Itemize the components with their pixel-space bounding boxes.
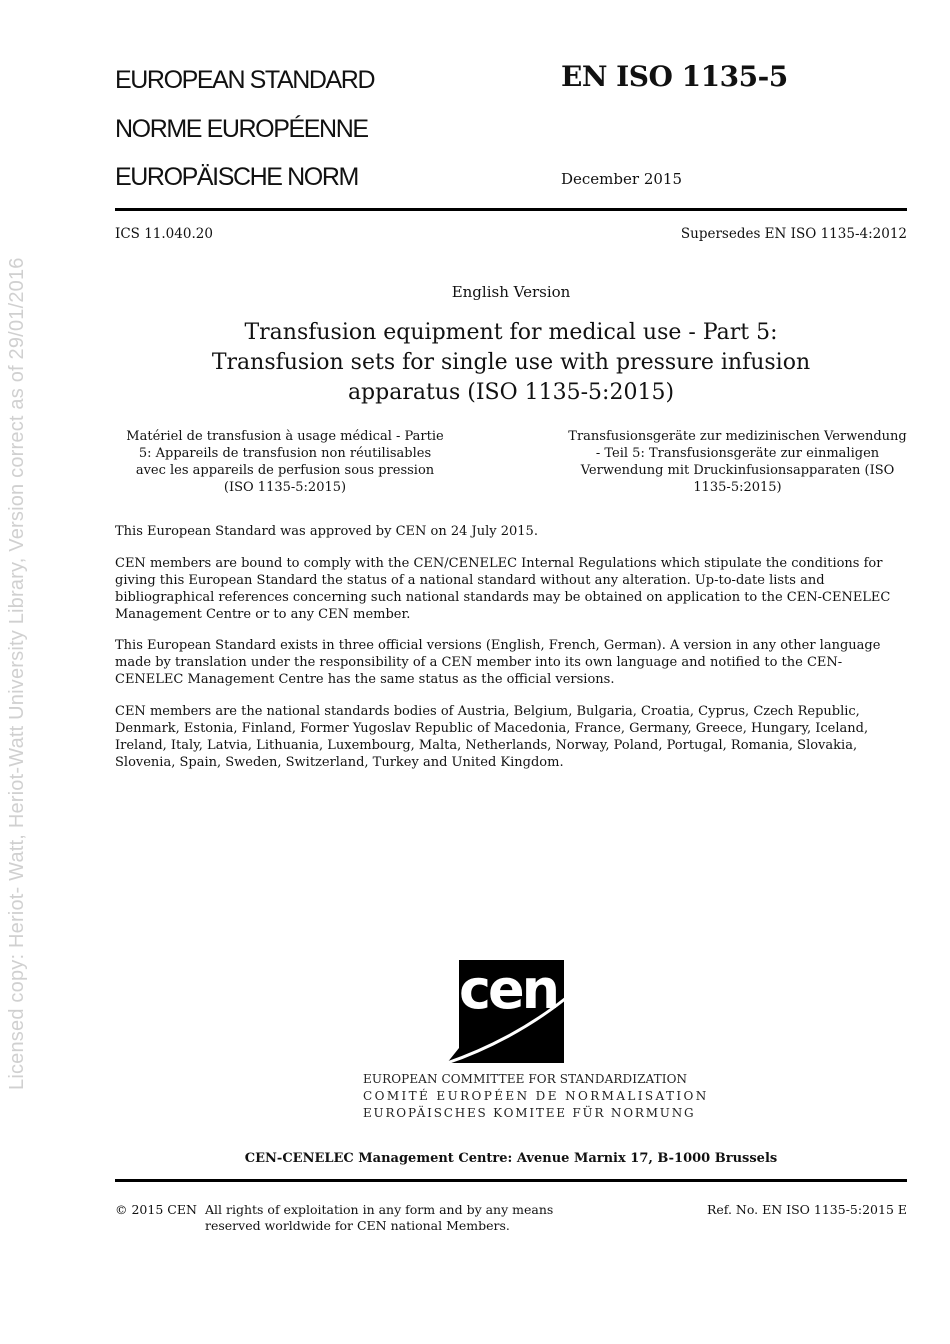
standard-name-german: EUROPÄISCHE NORM xyxy=(115,163,358,191)
license-watermark: Licensed copy: Heriot- Watt, Heriot-Watt University Library, Version correct as of 29/01/2016 xyxy=(6,257,28,1090)
committee-name-french: COMITÉ EUROPÉEN DE NORMALISATION xyxy=(363,1089,709,1103)
supersedes-note: Supersedes EN ISO 1135-4:2012 xyxy=(680,226,907,242)
german-title: Transfusionsgeräte zur medizinischen Verwendung - Teil 5: Transfusionsgeräte zur einmaligen Verwendung mit Druckinfusionsapparaten (ISO 1135-5:2015) xyxy=(568,429,907,495)
standard-name-english: EUROPEAN STANDARD xyxy=(115,66,375,94)
compliance-paragraph: CEN members are bound to comply with the CEN/CENELEC Internal Regulations which stipulate the conditions for giving this European Standard the status of a national standard without any alteration. Up-to-date lists and bibliographical references concerning such national standards may be obtained on application to the CEN-CENELEC Management Centre or to any CEN member. xyxy=(115,556,891,622)
ics-code: ICS 11.040.20 xyxy=(115,226,213,242)
footer-divider xyxy=(115,1179,907,1182)
standard-name-french: NORME EUROPÉENNE xyxy=(115,115,368,143)
members-paragraph: CEN members are the national standards bodies of Austria, Belgium, Bulgaria, Croatia, Cyprus, Czech Republic, Denmark, Estonia, Finland, Former Yugoslav Republic of Macedonia, France, Germany, Greece, Hungary, Iceland, Ireland, Italy, Latvia, Lithuania, Luxembourg, Malta, Netherlands, Norway, Poland, Portugal, Romania, Slovakia, Slovenia, Spain, Sweden, Switzerland, Turkey and United Kingdom. xyxy=(115,704,869,770)
cen-logo-text: cen xyxy=(459,958,558,1021)
copyright-notice: © 2015 CEN xyxy=(115,1202,197,1217)
standard-number: EN ISO 1135-5 xyxy=(561,60,788,93)
document-title xyxy=(205,318,817,408)
publication-date: December 2015 xyxy=(561,170,682,188)
approval-paragraph: This European Standard was approved by CEN on 24 July 2015. xyxy=(115,524,538,539)
versions-paragraph: This European Standard exists in three official versions (English, French, German). A version in any other language made by translation under the responsibility of a CEN member into its own language and notified to the CEN-CENELEC Management Centre has the same status as the official versions. xyxy=(115,638,881,687)
committee-name-german: EUROPÄISCHES KOMITEE FÜR NORMUNG xyxy=(363,1106,696,1120)
rights-statement: All rights of exploitation in any form and by any means reserved worldwide for CEN national Members. xyxy=(205,1202,554,1233)
committee-name-english: EUROPEAN COMMITTEE FOR STANDARDIZATION xyxy=(363,1072,688,1086)
french-title: Matériel de transfusion à usage médical - Partie 5: Appareils de transfusion non réutilisables avec les appareils de perfusion sous pression (ISO 1135-5:2015) xyxy=(126,429,444,495)
reference-number: Ref. No. EN ISO 1135-5:2015 E xyxy=(707,1202,907,1217)
version-label: English Version xyxy=(451,283,571,301)
management-centre-address: CEN-CENELEC Management Centre: Avenue Marnix 17, B-1000 Brussels xyxy=(244,1151,778,1166)
title-line: apparatus (ISO 1135-5:2015) xyxy=(347,380,675,405)
title-line: Transfusion sets for single use with pressure infusion xyxy=(211,350,811,375)
title-line: Transfusion equipment for medical use - Part 5: xyxy=(244,320,778,345)
cen-logo xyxy=(445,958,577,1065)
header-divider xyxy=(115,208,907,211)
